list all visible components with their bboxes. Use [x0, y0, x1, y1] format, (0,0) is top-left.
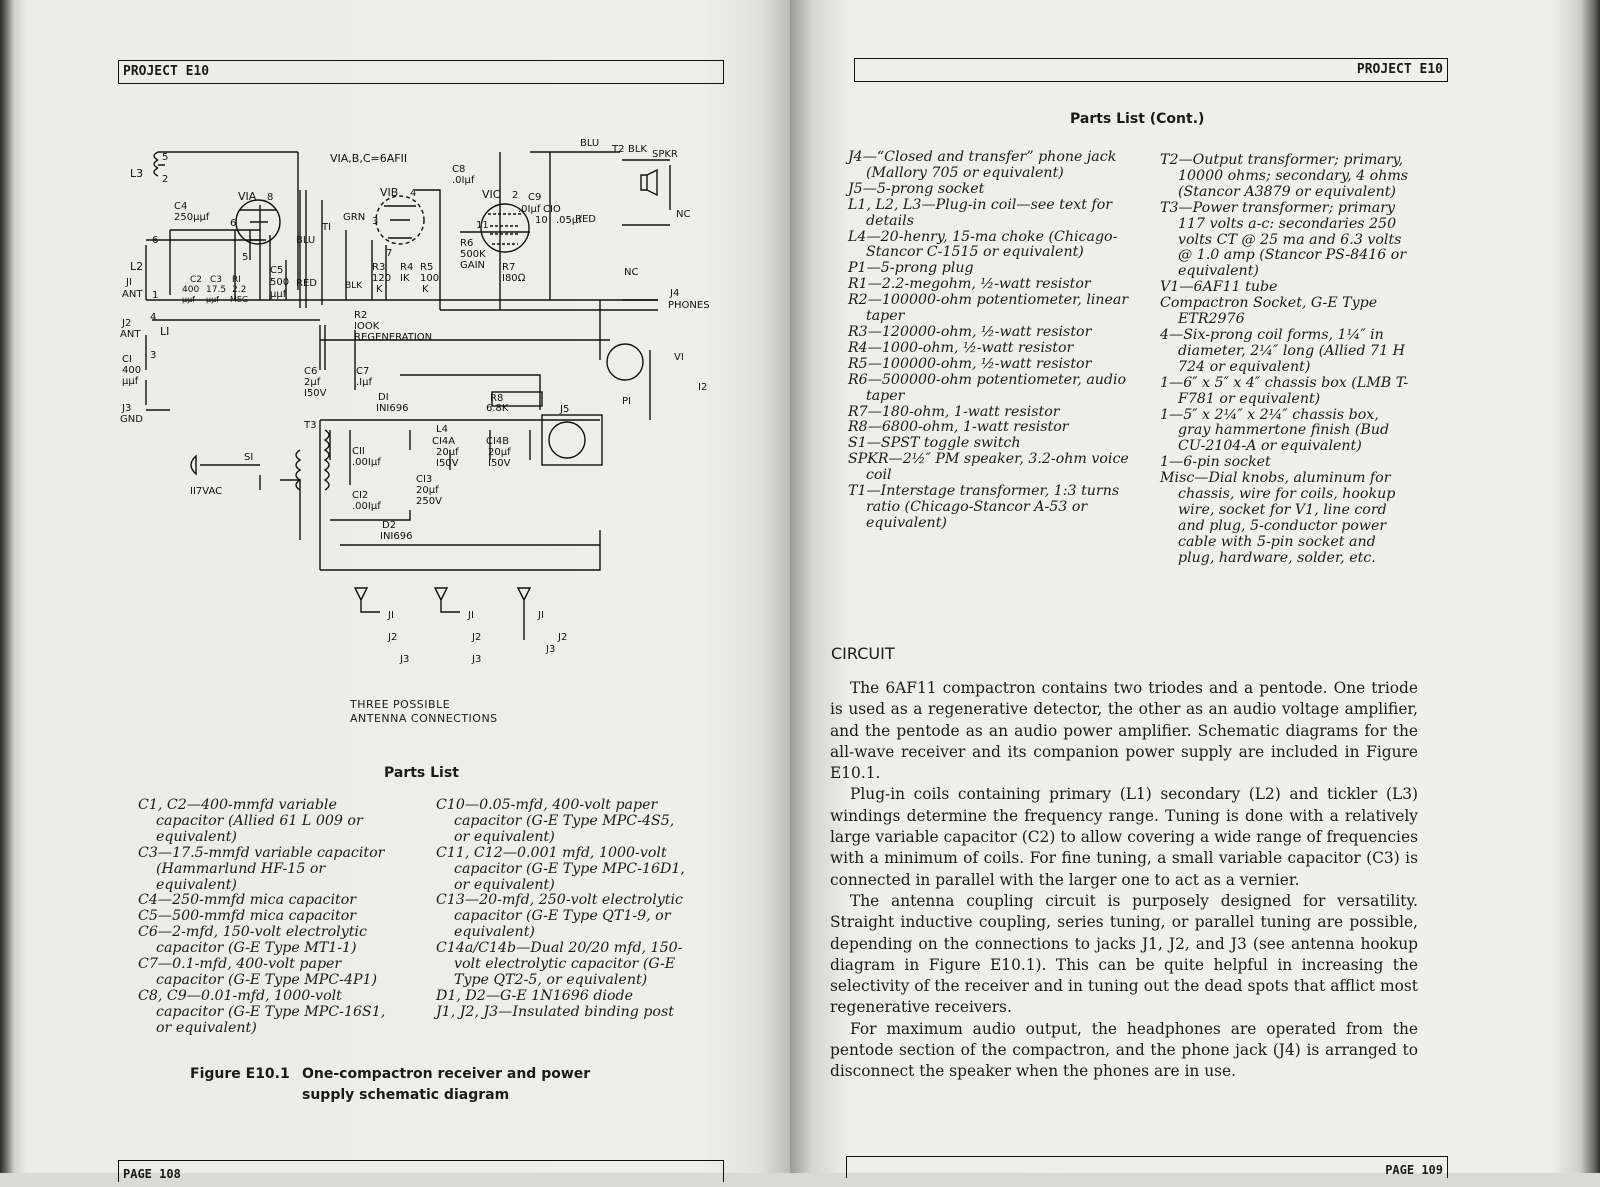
- c4-label: C4: [174, 201, 188, 212]
- right-page-header: PROJECT E10: [854, 58, 1448, 82]
- c14a-label: CI4A: [432, 436, 456, 447]
- ant-diagram3-j1: JI: [538, 610, 544, 621]
- right-page: [790, 0, 1600, 1177]
- tube-pin-2: 2: [512, 190, 519, 201]
- coil-l1-label: LI: [160, 325, 170, 338]
- speaker-symbol: [641, 170, 657, 195]
- t2-blu-label: BLU: [580, 138, 600, 149]
- r6-label: R6: [460, 238, 474, 249]
- t2-red-label: RED: [575, 214, 596, 225]
- l4-label: L4: [436, 424, 448, 435]
- p1-label: PI: [622, 396, 631, 407]
- part-r6: R6—500000-ohm potentiometer, audio taper: [848, 371, 1127, 404]
- c13-value: 20µf: [416, 485, 439, 496]
- part-r1: R1—2.2-megohm, ½-watt resistor: [848, 276, 1091, 293]
- tube-v1b-elements: [384, 206, 416, 238]
- c3-unit: µµf: [206, 295, 219, 304]
- tube-pin-11: 11: [476, 220, 489, 231]
- j3-label: J3: [122, 403, 132, 414]
- part-misc: Misc—Dial knobs, aluminum for chassis, wire for coils, hookup wire, socket for V1, line cord and plug, 5-conductor power cable with 5-pin socket and plug, hardware, solder, etc.: [1160, 470, 1396, 566]
- c12-value: .00Iµf: [352, 501, 381, 512]
- ant-diagram2-j2: J2: [472, 632, 482, 643]
- r6-gain-label: GAIN: [460, 260, 486, 271]
- c2-value: 400: [182, 285, 200, 295]
- circuit-heading: CIRCUIT: [831, 644, 895, 663]
- part-spkr: SPKR—2½″ PM speaker, 3.2-ohm voice coil: [848, 451, 1129, 484]
- part-r2: R2—100000-ohm potentiometer, linear taper: [848, 292, 1129, 325]
- c14b-voltage: I50V: [488, 458, 511, 469]
- r2-value: IOOK: [354, 321, 380, 332]
- parts-list-title: Parts List: [384, 765, 459, 781]
- ac-voltage-label: II7VAC: [190, 486, 223, 497]
- circuit-paragraph-3: The antenna coupling circuit is purposely designed for versatility. Straight inductive coupling, series tuning, or parallel tuning are possible, depending on the connections to jacks J1, J2, and J3 (see antenna hookup diagram in Figure E10.1). This can be quite helpful in increasing the selectivity of the receiver and in tuning out the dead spots that afflict most regenerative receivers.: [830, 891, 1418, 1017]
- t3-label: T3: [304, 420, 317, 431]
- c2-unit: µµf: [182, 295, 195, 304]
- part-c6: C6—2-mfd, 150-volt electrolytic capacitor (G-E Type MT1-1): [138, 924, 367, 957]
- part-j1-j3: J1, J2, J3—Insulated binding post: [436, 1003, 674, 1020]
- c8-value: .0Iµf: [452, 175, 475, 186]
- c3-value: 17.5: [206, 285, 227, 295]
- d2-label: D2: [382, 520, 397, 531]
- c14a-voltage: I50V: [436, 458, 459, 469]
- socket-j5-symbol: [549, 422, 585, 458]
- part-t1: T1—Interstage transformer, 1:3 turns ratio (Chicago-Stancor A-53 or equivalent): [848, 483, 1120, 531]
- part-t3: T3—Power transformer; primary 117 volts a-c: secondaries 250 volts CT @ 25 ma and 6.3 volts @ 1.0 amp (Stancor PS-8416 or equivalent): [1160, 199, 1407, 280]
- c9-value: .0Iµf: [518, 204, 541, 215]
- c11-label: CII: [352, 446, 365, 457]
- part-s1: S1—SPST toggle switch: [848, 435, 1021, 452]
- figure-number: Figure E10.1: [190, 1066, 290, 1082]
- figure-caption: [190, 1064, 650, 1106]
- ant-diagram1-j1: JI: [388, 610, 394, 621]
- ant-diagram1-j2: J2: [388, 632, 398, 643]
- part-j4: J4—“Closed and transfer” phone jack (Mallory 705 or equivalent): [848, 149, 1117, 181]
- s1-label: SI: [244, 452, 254, 463]
- j4-label: J4: [670, 288, 680, 299]
- j3-gnd-label: GND: [120, 414, 143, 425]
- t1-grn-label: GRN: [343, 212, 366, 223]
- left-page-footer: PAGE 108: [118, 1160, 724, 1182]
- part-chassis-box-small: 1—5″ x 2¼″ x 2¼″ chassis box, gray hammertone finish (Bud CU-2104-A or equivalent): [1160, 406, 1390, 455]
- t1-label: TI: [322, 222, 332, 233]
- c10-value: .05µf: [556, 215, 582, 226]
- d1-label: DI: [378, 392, 389, 403]
- ant-diagram3-j2: J2: [558, 632, 568, 643]
- j1-ant-label: ANT: [122, 289, 143, 300]
- tube-pin-10: 10: [535, 215, 548, 226]
- c14b-label: CI4B: [486, 436, 510, 447]
- c6-value: 2µf: [304, 377, 321, 388]
- part-v1: V1—6AF11 tube: [1160, 279, 1278, 296]
- parts-list-left-column-1: [138, 798, 394, 1037]
- part-c1-c2: C1, C2—400-mmfd variable capacitor (Allied 61 L 009 or equivalent): [138, 797, 363, 845]
- c1-value: 400: [122, 365, 142, 376]
- r7-label: R7: [502, 262, 516, 273]
- ant-diagram3-j3: J3: [546, 644, 556, 655]
- pin-label-3: 3: [150, 350, 157, 361]
- nc-label-top: NC: [676, 209, 691, 220]
- c5-unit: µµf: [270, 289, 287, 300]
- part-l4: L4—20-henry, 15-ma choke (Chicago-Stancor C-1515 or equivalent): [848, 228, 1118, 261]
- parts-list-right-column-2: [1160, 153, 1414, 567]
- c14b-value: 20µf: [488, 447, 511, 458]
- part-r5: R5—100000-ohm, ½-watt resistor: [848, 355, 1092, 372]
- c1-unit: µµf: [122, 376, 139, 387]
- d2-type: INI696: [380, 531, 413, 542]
- tube-section-v1c: VIC: [482, 188, 501, 201]
- part-c7: C7—0.1-mfd, 400-volt paper capacitor (G-E Type MPC-4P1): [138, 956, 378, 988]
- tube-pin-5: 5: [242, 252, 249, 263]
- tube-pin-6: 6: [230, 218, 237, 229]
- nc-label-bottom: NC: [624, 267, 639, 278]
- r3-label: R3: [372, 262, 386, 273]
- tube-v1c-elements: [488, 214, 522, 244]
- part-c5: C5—500-mmfd mica capacitor: [138, 908, 357, 925]
- c9-label: C9: [528, 192, 542, 203]
- part-r7: R7—180-ohm, 1-watt resistor: [848, 403, 1060, 420]
- r3-unit: K: [376, 284, 383, 295]
- tube-section-v1b: VIB: [380, 186, 399, 199]
- j5-label: J5: [560, 404, 570, 415]
- pin-label-2: 2: [162, 174, 169, 185]
- antenna-connections-caption: [350, 698, 498, 726]
- c14a-value: 20µf: [436, 447, 459, 458]
- r5-value: 100: [420, 273, 440, 284]
- t1-blu-label: BLU: [296, 235, 316, 246]
- part-c4: C4—250-mmfd mica capacitor: [138, 892, 357, 909]
- t1-red-label: RED: [296, 278, 317, 289]
- circuit-paragraph-1: The 6AF11 compactron contains two triodes and a pentode. One triode is used as a regenerative detector, the other as an audio voltage amplifier, and the pentode as an audio power amplifier. Schematic diagrams for the all-wave receiver and its companion power supply are included in Figure E10.1.: [830, 679, 1418, 783]
- tube-pin-8: 8: [267, 192, 274, 203]
- r7-value: I80Ω: [502, 273, 526, 284]
- j4-phones-label: PHONES: [668, 300, 710, 311]
- c5-value: 500: [270, 277, 290, 288]
- r5-label: R5: [420, 262, 434, 273]
- c13-label: CI3: [416, 474, 433, 485]
- c6-voltage: I50V: [304, 388, 327, 399]
- antenna-caption-line1: THREE POSSIBLE: [350, 698, 451, 711]
- t1-blk-label: BLK: [345, 281, 363, 291]
- r1-value: 2.2: [232, 285, 247, 295]
- antenna-caption-line2: ANTENNA CONNECTIONS: [350, 712, 498, 725]
- c7-value: .Iµf: [356, 377, 373, 388]
- part-c14: C14a/C14b—Dual 20/20 mfd, 150-volt electrolytic capacitor (G-E Type QT2-5, or equivalent): [436, 940, 683, 988]
- spkr-label: SPKR: [652, 149, 678, 160]
- c3-label: C3: [210, 275, 223, 285]
- tube-pin-4: 4: [410, 188, 417, 199]
- c12-label: CI2: [352, 490, 369, 501]
- part-p1: P1—5-prong plug: [848, 260, 974, 277]
- parts-list-cont-title: Parts List (Cont.): [1070, 111, 1205, 127]
- r4-value: IK: [400, 273, 410, 284]
- part-r3: R3—120000-ohm, ½-watt resistor: [848, 323, 1092, 340]
- circuit-paragraph-4: For maximum audio output, the headphones are operated from the pentode section of the compactron, and the phone jack (J4) is arranged to disconnect the speaker when the phones are in use.: [830, 1019, 1418, 1081]
- ant-diagram1-j3: J3: [400, 654, 410, 665]
- c11-value: .00Iµf: [352, 457, 381, 468]
- j1-label: JI: [126, 277, 132, 288]
- t2-label: T2: [612, 144, 625, 155]
- plug-p1-symbol: [607, 344, 643, 380]
- r2-regeneration-label: REGENERATION: [354, 332, 433, 343]
- tube-pin-3: 3: [372, 216, 379, 227]
- c5-label: C5: [270, 265, 284, 276]
- v1-label: VI: [674, 352, 684, 363]
- part-d1-d2: D1, D2—G-E 1N1696 diode: [436, 987, 633, 1004]
- part-t2: T2—Output transformer; primary, 10000 ohms; secondary, 4 ohms (Stancor A3879 or equivalent): [1160, 152, 1409, 200]
- r4-label: R4: [400, 262, 414, 273]
- j2-label: J2: [122, 318, 132, 329]
- c13-voltage: 250V: [416, 496, 442, 507]
- r3-value: 120: [372, 273, 392, 284]
- r1-unit: MEG: [230, 295, 249, 304]
- pin-label-1: 1: [152, 290, 159, 301]
- pin-label-4: 4: [150, 312, 157, 323]
- r6-value: 500K: [460, 249, 486, 260]
- c4-value: 250µµf: [174, 212, 210, 223]
- part-chassis-box-large: 1—6″ x 5″ x 4″ chassis box (LMB T-F781 or equivalent): [1160, 374, 1409, 407]
- r1-label: RI: [232, 275, 241, 285]
- transformer-t3-primary: [325, 430, 329, 490]
- r8-value: 6.8K: [486, 403, 509, 414]
- c1-label: CI: [122, 354, 132, 365]
- pin-label-5: 5: [162, 152, 169, 163]
- circuit-paragraph-2: Plug-in coils containing primary (L1) secondary (L2) and tickler (L3) windings determine the frequency range. Tuning is done with a relatively large variable capacitor (C2) to allow covering a wide range of frequencies with a minimum of coils. For fine tuning, a small variable capacitor (C3) is connected in parallel with the larger one to act as a vernier.: [830, 785, 1418, 889]
- ant-diagram2-j1: JI: [468, 610, 474, 621]
- d1-type: INI696: [376, 403, 409, 414]
- ant-diagram2-j3: J3: [472, 654, 482, 665]
- coil-l2-label: L2: [130, 260, 144, 273]
- c6-label: C6: [304, 366, 318, 377]
- part-r8: R8—6800-ohm, 1-watt resistor: [848, 419, 1069, 436]
- c10-label: CIO: [543, 204, 561, 215]
- right-page-footer: PAGE 109: [846, 1156, 1448, 1178]
- part-l1-l3: L1, L2, L3—Plug-in coil—see text for details: [848, 196, 1113, 229]
- part-c11-c12: C11, C12—0.001 mfd, 1000-volt capacitor (G-E Type MPC-16D1, or equivalent): [436, 844, 685, 893]
- tube-type-label: VIA,B,C=6AFII: [330, 152, 408, 165]
- receiver-schematic-diagram: [110, 130, 710, 665]
- pin-label-6: 6: [152, 235, 159, 246]
- t2-blk-label: BLK: [628, 144, 647, 155]
- r5-unit: K: [422, 284, 429, 295]
- part-c8-c9: C8, C9—0.01-mfd, 1000-volt capacitor (G-E Type MPC-16S1, or equivalent): [138, 987, 386, 1036]
- part-coil-forms: 4—Six-prong coil forms, 1¼″ in diameter, 2¼″ long (Allied 71 H 724 or equivalent): [1160, 326, 1405, 375]
- ac-plug-symbol: [191, 456, 196, 474]
- left-page-header: PROJECT E10: [118, 60, 724, 84]
- pin-12-label: I2: [698, 382, 708, 393]
- r8-label: R8: [490, 393, 504, 404]
- part-r4: R4—1000-ohm, ½-watt resistor: [848, 339, 1074, 356]
- tube-section-v1a: VIA: [238, 190, 257, 203]
- figure-caption-text: One-compactron receiver and power supply schematic diagram: [302, 1066, 591, 1103]
- c7-label: C7: [356, 366, 370, 377]
- part-compactron-socket: Compactron Socket, G-E Type ETR2976: [1160, 295, 1378, 328]
- part-j5: J5—5-prong socket: [848, 180, 985, 197]
- c8-label: C8: [452, 164, 466, 175]
- r2-label: R2: [354, 310, 368, 321]
- left-page: [0, 0, 790, 1181]
- circuit-body-text: [830, 678, 1418, 1083]
- part-6-pin-socket: 1—6-pin socket: [1160, 454, 1271, 471]
- part-c3: C3—17.5-mmfd variable capacitor (Hammarlund HF-15 or equivalent): [138, 844, 385, 893]
- j2-ant-label: ANT: [120, 329, 141, 340]
- part-c13: C13—20-mfd, 250-volt electrolytic capacitor (G-E Type QT1-9, or equivalent): [436, 892, 683, 941]
- antenna-connections-diagrams: [355, 588, 530, 640]
- parts-list-right-column-1: [848, 150, 1132, 532]
- tube-pin-7: 7: [386, 248, 393, 259]
- part-c10: C10—0.05-mfd, 400-volt paper capacitor (G-E Type MPC-4S5, or equivalent): [436, 797, 675, 845]
- coil-l3-label: L3: [130, 167, 144, 180]
- parts-list-left-column-2: [436, 798, 690, 1021]
- c2-label: C2: [190, 275, 203, 285]
